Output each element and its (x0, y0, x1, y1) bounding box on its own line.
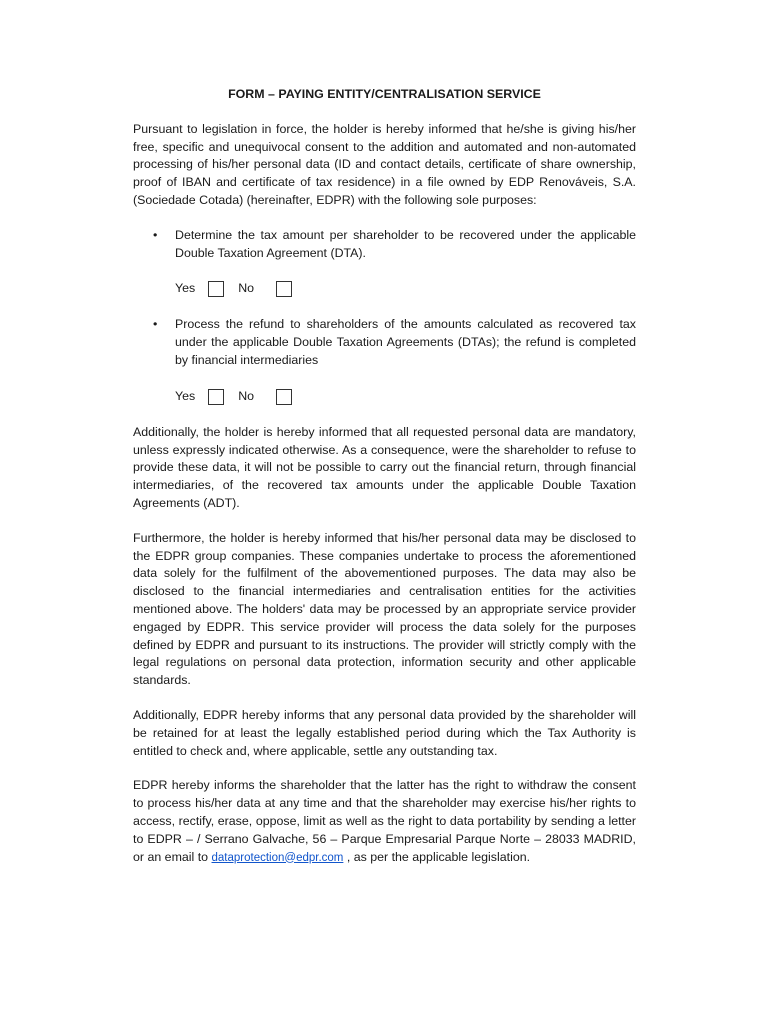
no-checkbox[interactable] (276, 281, 292, 297)
spacer (133, 262, 636, 279)
spacer (133, 513, 636, 530)
spacer (133, 760, 636, 777)
intro-paragraph: Pursuant to legislation in force, the holder is hereby informed that he/she is giving his/her free, specific and unequivocal consent to the addition and automated and non-automated processing of his/her personal data (ID and contact details, certificate of share ownership, proof of IBAN and certificate of tax residence) in a file owned by EDP Renováveis, S.A. (Sociedade Cotada) (hereinafter, EDPR) with the following sole purposes: (133, 121, 636, 207)
rights-paragraph (133, 777, 636, 867)
bullet-text: Process the refund to shareholders of the amounts calculated as recovered tax under the applicable Double Taxation Agreements (DTAs); the refund is completed by financial intermediaries (175, 317, 636, 367)
yes-label: Yes (175, 281, 196, 296)
form-title: FORM – PAYING ENTITY/CENTRALISATION SERVICE (228, 87, 541, 101)
rights-text-after: , as per the applicable legislation. (343, 849, 531, 864)
no-label: No (238, 388, 255, 403)
purpose-bullet-refund (133, 316, 636, 369)
email-link[interactable]: dataprotection@edpr.com (211, 851, 344, 864)
document-page (133, 86, 636, 867)
spacer (133, 299, 636, 316)
disclosure-paragraph: Furthermore, the holder is hereby informed that his/her personal data may be disclosed to the EDPR group companies. These companies undertake to process the aforementioned data solely for the fulfilment of the abovementioned purposes. The data may also be disclosed to the financial intermediaries and centralisation entities for the activities mentioned above. The holders' data may be processed by an appropriate service provider engaged by EDPR. This service provider will process the data solely for the purposes defined by EDPR and pursuant to its instructions. The provider will strictly comply with the legal regulations on personal data protection, information security and other applicable standards. (133, 530, 636, 688)
spacer (133, 370, 636, 387)
mandatory-data-paragraph: Additionally, the holder is hereby informed that all requested personal data are mandatory, unless expressly indicated otherwise. As a consequence, were the shareholder to refuse to provide these data, it will not be possible to carry out the financial return, through financial intermediaries, of the recovered tax amounts under the applicable Double Taxation Agreements (ADT). (133, 424, 636, 510)
retention-paragraph: Additionally, EDPR hereby informs that any personal data provided by the shareholder will be retained for at least the legally established period during which the Tax Authority is entitled to check and, where applicable, settle any outstanding tax. (133, 707, 636, 758)
rights-text-before: EDPR hereby informs the shareholder that the latter has the right to withdraw the consent to process his/her data at any time and that the shareholder may exercise his/her rights to access, rectify, erase, oppose, limit as well as the right to data portability by sending a letter to EDPR – / Serrano Galvache, 56 – Parque Empresarial Parque Norte – 28033 MADRID, or an email to (133, 778, 636, 864)
spacer (133, 690, 636, 707)
consent-row-refund (133, 387, 636, 407)
yes-checkbox[interactable] (208, 389, 224, 405)
spacer (133, 210, 636, 227)
bullet-icon: • (153, 227, 158, 242)
bullet-text: Determine the tax amount per shareholder to be recovered under the applicable Double Taxation Agreement (DTA). (175, 227, 636, 260)
bullet-icon: • (153, 317, 158, 332)
yes-label: Yes (175, 388, 196, 403)
no-label: No (238, 281, 255, 296)
yes-checkbox[interactable] (208, 281, 224, 297)
consent-row-tax-amount (133, 279, 636, 299)
no-checkbox[interactable] (276, 389, 292, 405)
spacer (133, 407, 636, 424)
purpose-bullet-tax-amount (133, 227, 636, 263)
